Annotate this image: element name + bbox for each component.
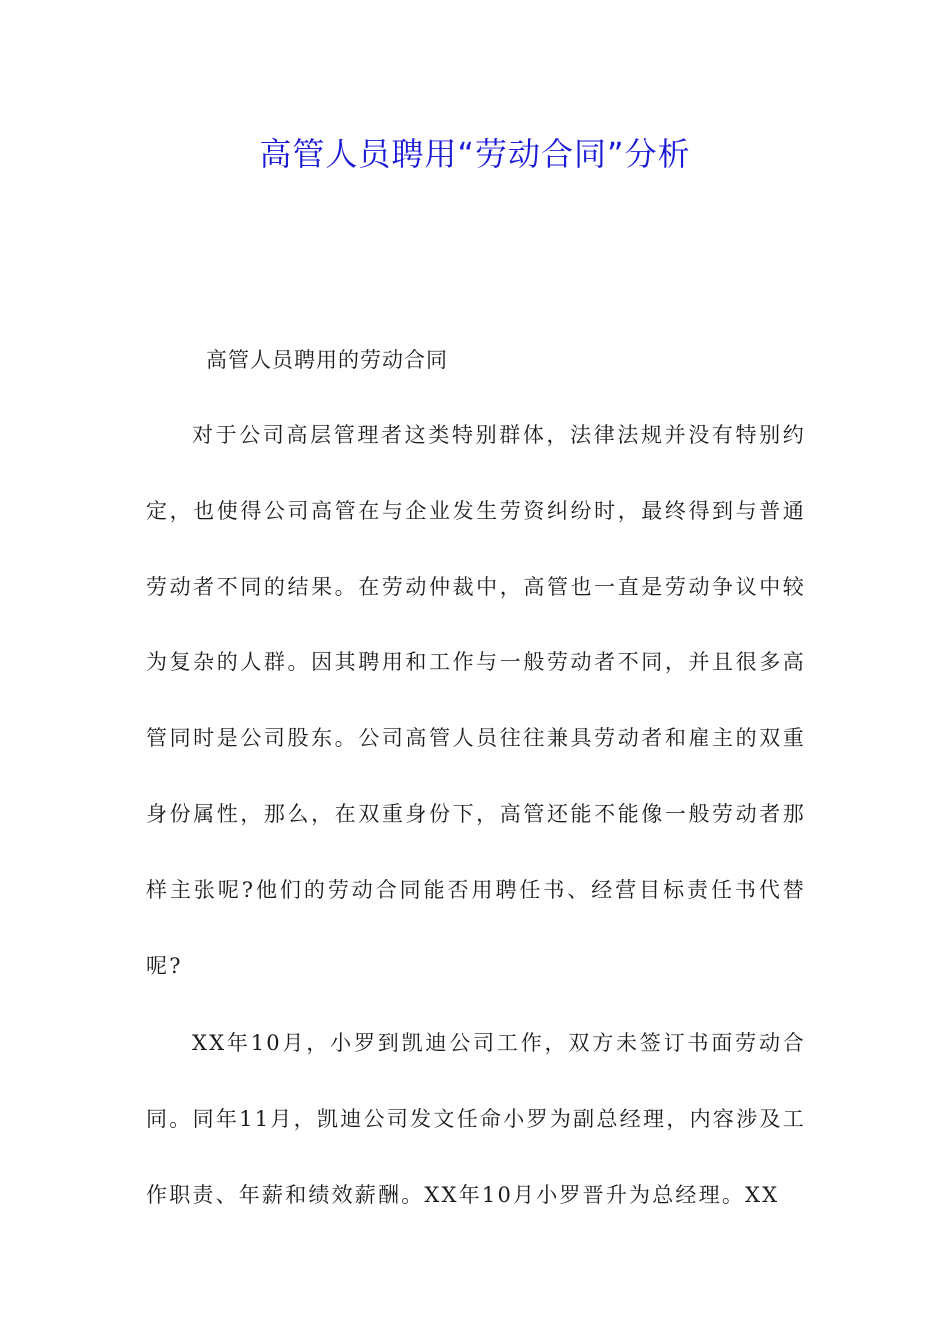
document-title: 高管人员聘用“劳动合同”分析 bbox=[259, 135, 691, 173]
section-subheading: 高管人员聘用的劳动合同 bbox=[206, 348, 448, 372]
paragraph: 对于公司高层管理者这类特别群体，法律法规并没有特别约定，也使得公司高管在与企业发生劳资纠纷时，最终得到与普通劳动者不同的结果。在劳动仲裁中，高管也一直是劳动争议中较为复杂的人群。因其聘用和工作与一般劳动者不同，并且很多高管同时是公司股东。公司高管人员往往兼具劳动者和雇主的双重身份属性，那么，在双重身份下，高管还能不能像一般劳动者那样主张呢?他们的劳动合同能否用聘任书、经营目标责任书代替呢? bbox=[146, 423, 806, 978]
paragraph: XX年10月，小罗到凯迪公司工作，双方未签订书面劳动合同。同年11月，凯迪公司发文任命小罗为副总经理，内容涉及工作职责、年薪和绩效薪酬。XX年10月小罗晋升为总经理。XX bbox=[146, 1031, 806, 1207]
